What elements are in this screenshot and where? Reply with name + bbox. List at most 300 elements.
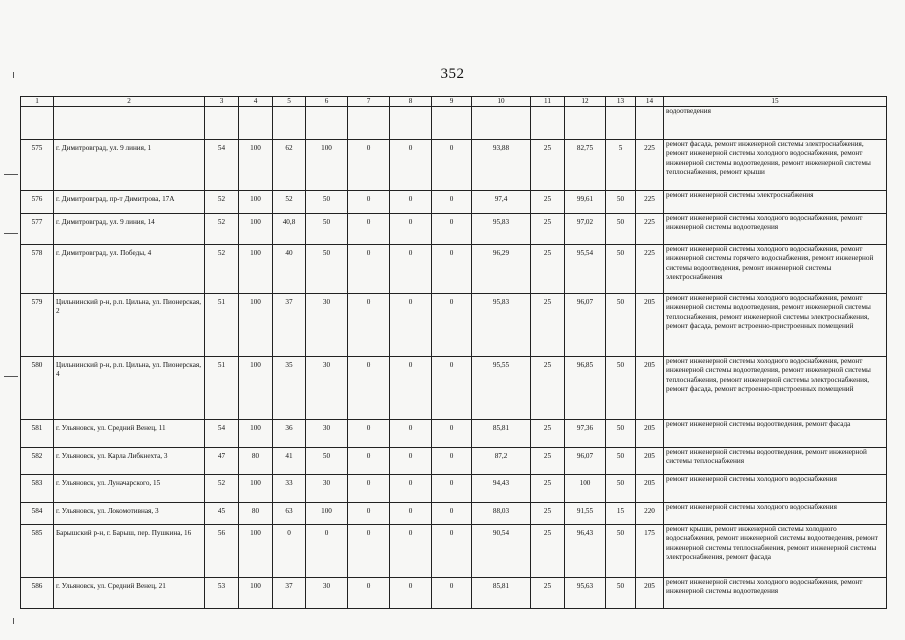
- col4-cell: [239, 294, 273, 357]
- col4-text: 100: [250, 218, 261, 226]
- col7-cell: [348, 140, 390, 191]
- col9-cell: [432, 503, 472, 525]
- col6-text: 100: [321, 507, 332, 515]
- works-cell: [664, 191, 887, 214]
- col8-text: 0: [408, 195, 413, 203]
- col8-cell: [390, 191, 432, 214]
- address-text: г. Ульяновск, ул. Карла Либкнехта, 3: [56, 452, 168, 460]
- col5-cell: [273, 357, 306, 420]
- row-number-text: 578: [31, 249, 43, 257]
- col5-cell: [273, 140, 306, 191]
- col10-cell: [472, 503, 531, 525]
- col7-text: 0: [366, 298, 371, 306]
- col4-cell: [239, 503, 273, 525]
- table-row: [21, 503, 887, 525]
- table-cell: [54, 107, 205, 140]
- col10-text: 85,81: [492, 582, 510, 590]
- col8-cell: [390, 357, 432, 420]
- col5-text: 63: [285, 507, 293, 515]
- address-cell: [54, 245, 205, 294]
- address-text: г. Ульяновск, ул. Средний Венец, 11: [56, 424, 166, 432]
- table-row: [21, 475, 887, 503]
- col9-text: 0: [449, 529, 454, 537]
- table-cell: [390, 107, 432, 140]
- row-number-text: 585: [31, 529, 43, 537]
- works-text: ремонт фасада, ремонт инженерной системы электроснабжения, ремонт инженерной системы холодного водоснабжения, ремонт инженерной системы водоотведения, ремонт инженерной системы теплоснабжения, ремонт крыши: [666, 140, 871, 176]
- col7-cell: [348, 191, 390, 214]
- col9-cell: [432, 214, 472, 245]
- col6-cell: [306, 191, 348, 214]
- col3-text: 53: [217, 582, 226, 590]
- continuation-row: [21, 107, 887, 140]
- row-number-text: 576: [31, 195, 43, 203]
- address-text: г. Димитровград, пр-т Димитрова, 17А: [56, 195, 175, 203]
- table-cell: [306, 107, 348, 140]
- col11-text: 25: [543, 218, 552, 226]
- col10-cell: [472, 214, 531, 245]
- col10-cell: [472, 578, 531, 609]
- col8-text: 0: [408, 218, 413, 226]
- col13-text: 50: [616, 582, 625, 590]
- col6-cell: [306, 578, 348, 609]
- col12-text: 95,54: [576, 249, 594, 257]
- address-cell: [54, 578, 205, 609]
- col14-cell: [636, 503, 664, 525]
- col13-text: 50: [616, 218, 625, 226]
- col6-cell: [306, 294, 348, 357]
- works-text: ремонт инженерной системы холодного водоснабжения, ремонт инженерной системы водоотведения: [666, 578, 863, 596]
- col12-cell: [565, 140, 606, 191]
- col7-text: 0: [366, 507, 371, 515]
- col11-text: 25: [543, 452, 552, 460]
- col10-cell: [472, 475, 531, 503]
- col14-cell: [636, 214, 664, 245]
- col8-text: 0: [408, 452, 413, 460]
- col14-text: 225: [644, 218, 655, 226]
- col10-text: 88,03: [492, 507, 510, 515]
- col13-text: 50: [616, 452, 625, 460]
- table-cell: [348, 107, 390, 140]
- col4-cell: [239, 214, 273, 245]
- column-number-7: 7: [348, 97, 390, 107]
- column-number-9: 9: [432, 97, 472, 107]
- table-row: [21, 578, 887, 609]
- repair-program-table: [20, 96, 887, 609]
- column-number-5: 5: [273, 97, 306, 107]
- col9-text: 0: [449, 298, 454, 306]
- row-number-text: 586: [31, 582, 43, 590]
- col11-text: 25: [543, 144, 552, 152]
- col12-cell: [565, 357, 606, 420]
- col8-cell: [390, 475, 432, 503]
- col10-text: 95,83: [492, 218, 510, 226]
- col13-text: 50: [616, 529, 625, 537]
- col9-cell: [432, 475, 472, 503]
- col6-cell: [306, 357, 348, 420]
- col9-text: 0: [449, 195, 454, 203]
- col7-cell: [348, 578, 390, 609]
- col10-text: 95,55: [492, 361, 510, 369]
- col8-cell: [390, 525, 432, 578]
- col8-cell: [390, 503, 432, 525]
- col11-cell: [531, 294, 565, 357]
- col12-cell: [565, 245, 606, 294]
- col14-text: 225: [644, 195, 655, 203]
- col14-cell: [636, 420, 664, 448]
- col10-text: 87,2: [494, 452, 508, 460]
- col13-text: 50: [616, 195, 625, 203]
- col12-text: 91,55: [576, 507, 594, 515]
- col3-text: 54: [217, 144, 226, 152]
- col9-text: 0: [449, 361, 454, 369]
- col14-cell: [636, 294, 664, 357]
- col4-text: 100: [250, 195, 261, 203]
- col14-text: 225: [644, 144, 655, 152]
- col11-cell: [531, 191, 565, 214]
- col11-cell: [531, 578, 565, 609]
- col10-cell: [472, 294, 531, 357]
- col4-cell: [239, 191, 273, 214]
- col13-cell: [606, 191, 636, 214]
- row-number-cell: [21, 357, 54, 420]
- col12-cell: [565, 294, 606, 357]
- col8-text: 0: [408, 507, 413, 515]
- col12-text: 99,61: [576, 195, 594, 203]
- col9-text: 0: [449, 249, 454, 257]
- col9-cell: [432, 245, 472, 294]
- col12-cell: [565, 448, 606, 475]
- col9-cell: [432, 578, 472, 609]
- col5-cell: [273, 578, 306, 609]
- col11-cell: [531, 475, 565, 503]
- col7-cell: [348, 525, 390, 578]
- col3-text: 54: [217, 424, 226, 432]
- col3-text: 52: [217, 249, 226, 257]
- table-row: [21, 245, 887, 294]
- address-text: Цильнинский р-н, р.п. Цильна, ул. Пионерская, 2: [56, 298, 201, 316]
- row-number-cell: [21, 503, 54, 525]
- col14-text: 225: [644, 249, 655, 257]
- col14-text: 220: [644, 507, 655, 515]
- table-cell: [205, 107, 239, 140]
- col12-text: 97,02: [576, 218, 594, 226]
- col3-cell: [205, 140, 239, 191]
- col5-cell: [273, 191, 306, 214]
- col7-text: 0: [366, 144, 371, 152]
- column-number-2: 2: [54, 97, 205, 107]
- col12-cell: [565, 191, 606, 214]
- column-number-15: 15: [664, 97, 887, 107]
- col12-cell: [565, 475, 606, 503]
- col7-cell: [348, 475, 390, 503]
- col6-text: 100: [321, 144, 332, 152]
- works-cell: [664, 475, 887, 503]
- works-text: ремонт инженерной системы холодного водоснабжения, ремонт инженерной системы горячего водоснабжения, ремонт инженерной системы водоотведения, ремонт инженерной системы электроснабжения: [666, 245, 874, 281]
- col3-text: 45: [217, 507, 226, 515]
- row-number-cell: [21, 475, 54, 503]
- col14-cell: [636, 578, 664, 609]
- col11-cell: [531, 420, 565, 448]
- col8-cell: [390, 448, 432, 475]
- works-cell: [664, 214, 887, 245]
- works-cell: [664, 357, 887, 420]
- col7-cell: [348, 214, 390, 245]
- column-number-14: 14: [636, 97, 664, 107]
- col12-text: 96,07: [576, 452, 594, 460]
- col8-text: 0: [408, 249, 413, 257]
- col7-text: 0: [366, 582, 371, 590]
- col5-cell: [273, 525, 306, 578]
- row-number-text: 584: [31, 507, 43, 515]
- col8-text: 0: [408, 424, 413, 432]
- table-cell: [432, 107, 472, 140]
- col3-text: 52: [217, 195, 226, 203]
- col6-text: 30: [322, 298, 331, 306]
- address-cell: [54, 525, 205, 578]
- col8-cell: [390, 140, 432, 191]
- address-cell: [54, 214, 205, 245]
- address-text: г. Димитровград, ул. Победы, 4: [56, 249, 152, 257]
- col13-cell: [606, 357, 636, 420]
- page-number: 352: [440, 66, 465, 82]
- col5-text: 40,8: [282, 218, 296, 226]
- scan-mark: [4, 174, 18, 175]
- col3-cell: [205, 475, 239, 503]
- col14-text: 205: [644, 582, 655, 590]
- col12-text: 96,85: [576, 361, 594, 369]
- col14-text: 205: [644, 479, 655, 487]
- col13-cell: [606, 140, 636, 191]
- column-number-4: 4: [239, 97, 273, 107]
- works-cell: [664, 245, 887, 294]
- col10-text: 85,81: [492, 424, 510, 432]
- works-text: ремонт инженерной системы водоотведения, ремонт инженерной системы теплоснабжения: [666, 448, 867, 466]
- works-text: ремонт инженерной системы холодного водоснабжения: [666, 503, 837, 511]
- row-number-cell: [21, 245, 54, 294]
- col8-cell: [390, 578, 432, 609]
- col13-text: 15: [616, 507, 625, 515]
- col9-cell: [432, 140, 472, 191]
- col12-text: 82,75: [576, 144, 594, 152]
- col14-cell: [636, 140, 664, 191]
- address-cell: [54, 420, 205, 448]
- scan-mark: [13, 618, 14, 624]
- col13-text: 5: [618, 144, 623, 152]
- col12-text: 97,36: [576, 424, 594, 432]
- col5-cell: [273, 245, 306, 294]
- works-cell: [664, 420, 887, 448]
- col3-text: 52: [217, 479, 226, 487]
- col4-cell: [239, 357, 273, 420]
- col13-cell: [606, 448, 636, 475]
- col14-cell: [636, 475, 664, 503]
- col10-text: 94,43: [492, 479, 510, 487]
- col6-cell: [306, 140, 348, 191]
- col5-text: 0: [287, 529, 291, 537]
- col5-cell: [273, 214, 306, 245]
- table-row: [21, 140, 887, 191]
- col8-text: 0: [408, 298, 413, 306]
- col7-text: 0: [366, 424, 371, 432]
- col7-text: 0: [366, 479, 371, 487]
- address-text: Цильнинский р-н, р.п. Цильна, ул. Пионерская, 4: [56, 361, 201, 379]
- table-row: [21, 357, 887, 420]
- row-number-text: 575: [31, 144, 43, 152]
- row-number-cell: [21, 525, 54, 578]
- address-cell: [54, 294, 205, 357]
- col11-text: 25: [543, 195, 552, 203]
- table-cell: [606, 107, 636, 140]
- col3-cell: [205, 357, 239, 420]
- col4-cell: [239, 475, 273, 503]
- col6-text: 50: [322, 452, 331, 460]
- col5-cell: [273, 448, 306, 475]
- col13-cell: [606, 503, 636, 525]
- col4-cell: [239, 448, 273, 475]
- address-text: г. Димитровград, ул. 9 линия, 14: [56, 218, 155, 226]
- col7-text: 0: [366, 361, 371, 369]
- works-cell: [664, 448, 887, 475]
- col12-cell: [565, 525, 606, 578]
- col7-cell: [348, 245, 390, 294]
- col3-cell: [205, 191, 239, 214]
- col4-cell: [239, 245, 273, 294]
- col11-text: 25: [543, 507, 552, 515]
- col13-cell: [606, 475, 636, 503]
- table-cell: [565, 107, 606, 140]
- col8-cell: [390, 294, 432, 357]
- col3-text: 51: [217, 361, 226, 369]
- col3-cell: [205, 503, 239, 525]
- col4-text: 80: [251, 452, 260, 460]
- col3-cell: [205, 294, 239, 357]
- col12-text: 95,63: [576, 582, 594, 590]
- col3-cell: [205, 578, 239, 609]
- col5-cell: [273, 420, 306, 448]
- col5-text: 41: [285, 452, 293, 460]
- col7-cell: [348, 448, 390, 475]
- col10-cell: [472, 525, 531, 578]
- col7-cell: [348, 503, 390, 525]
- col5-text: 62: [285, 144, 293, 152]
- col13-text: 50: [616, 298, 625, 306]
- row-number-cell: [21, 191, 54, 214]
- col3-cell: [205, 448, 239, 475]
- col10-text: 96,29: [492, 249, 510, 257]
- col9-text: 0: [449, 144, 454, 152]
- col8-cell: [390, 214, 432, 245]
- col9-cell: [432, 191, 472, 214]
- row-number-cell: [21, 448, 54, 475]
- col11-text: 25: [543, 249, 552, 257]
- row-number-text: 580: [31, 361, 43, 369]
- col6-text: 50: [322, 218, 331, 226]
- col10-cell: [472, 191, 531, 214]
- works-cell: водоотведения: [664, 107, 887, 140]
- col8-cell: [390, 245, 432, 294]
- col10-text: 95,83: [492, 298, 510, 306]
- table-cell: [273, 107, 306, 140]
- col6-text: 30: [322, 582, 331, 590]
- column-number-row: [21, 97, 887, 107]
- col5-cell: [273, 294, 306, 357]
- col6-cell: [306, 475, 348, 503]
- column-number-13: 13: [606, 97, 636, 107]
- column-number-8: 8: [390, 97, 432, 107]
- col6-text: 0: [324, 529, 329, 537]
- col14-text: 205: [644, 424, 655, 432]
- col11-cell: [531, 503, 565, 525]
- col14-text: 175: [644, 529, 655, 537]
- column-number-3: 3: [205, 97, 239, 107]
- address-text: г. Ульяновск, ул. Локомотивная, 3: [56, 507, 159, 515]
- col6-cell: [306, 525, 348, 578]
- col10-cell: [472, 420, 531, 448]
- works-text: ремонт инженерной системы холодного водоснабжения, ремонт инженерной системы водоотведения, ремонт инженерной системы теплоснабжения, ремонт инженерной системы электроснабжения, ремонт фасада, ремонт встроенно-пристроенных помещений: [666, 357, 871, 393]
- col3-cell: [205, 525, 239, 578]
- address-text: Барышский р-н, г. Барыш, пер. Пушкина, 16: [56, 529, 192, 537]
- col3-text: 56: [217, 529, 226, 537]
- row-number-cell: [21, 294, 54, 357]
- col11-text: 25: [543, 424, 552, 432]
- col3-cell: [205, 245, 239, 294]
- col9-text: 0: [449, 452, 454, 460]
- column-number-1: 1: [21, 97, 54, 107]
- col8-text: 0: [408, 144, 413, 152]
- col11-text: 25: [543, 582, 552, 590]
- table-row: [21, 294, 887, 357]
- col4-text: 100: [250, 479, 261, 487]
- address-cell: [54, 140, 205, 191]
- col12-cell: [565, 578, 606, 609]
- col12-cell: [565, 214, 606, 245]
- col10-cell: [472, 245, 531, 294]
- col4-text: 100: [250, 144, 261, 152]
- col13-text: 50: [616, 361, 625, 369]
- col9-text: 0: [449, 218, 454, 226]
- address-cell: [54, 191, 205, 214]
- col9-cell: [432, 525, 472, 578]
- col9-text: 0: [449, 582, 454, 590]
- col10-text: 93,88: [492, 144, 510, 152]
- col5-text: 37: [285, 298, 293, 306]
- col11-text: 25: [543, 298, 552, 306]
- col14-cell: [636, 245, 664, 294]
- col13-cell: [606, 578, 636, 609]
- row-number-text: 579: [31, 298, 43, 306]
- col5-text: 35: [285, 361, 293, 369]
- column-number-11: 11: [531, 97, 565, 107]
- table-cell: [531, 107, 565, 140]
- col10-cell: [472, 140, 531, 191]
- row-number-cell: [21, 140, 54, 191]
- col4-text: 100: [250, 361, 261, 369]
- address-text: г. Ульяновск, ул. Луначарского, 15: [56, 479, 161, 487]
- col5-cell: [273, 503, 306, 525]
- col4-text: 100: [250, 529, 261, 537]
- col4-text: 100: [250, 249, 261, 257]
- col14-text: 205: [644, 361, 655, 369]
- col7-text: 0: [366, 218, 371, 226]
- col5-text: 36: [285, 424, 293, 432]
- col11-text: 25: [543, 529, 552, 537]
- col6-cell: [306, 448, 348, 475]
- col13-text: 50: [616, 479, 625, 487]
- col4-cell: [239, 140, 273, 191]
- col12-text: 100: [579, 479, 591, 487]
- col9-cell: [432, 420, 472, 448]
- col10-text: 97,4: [494, 195, 508, 203]
